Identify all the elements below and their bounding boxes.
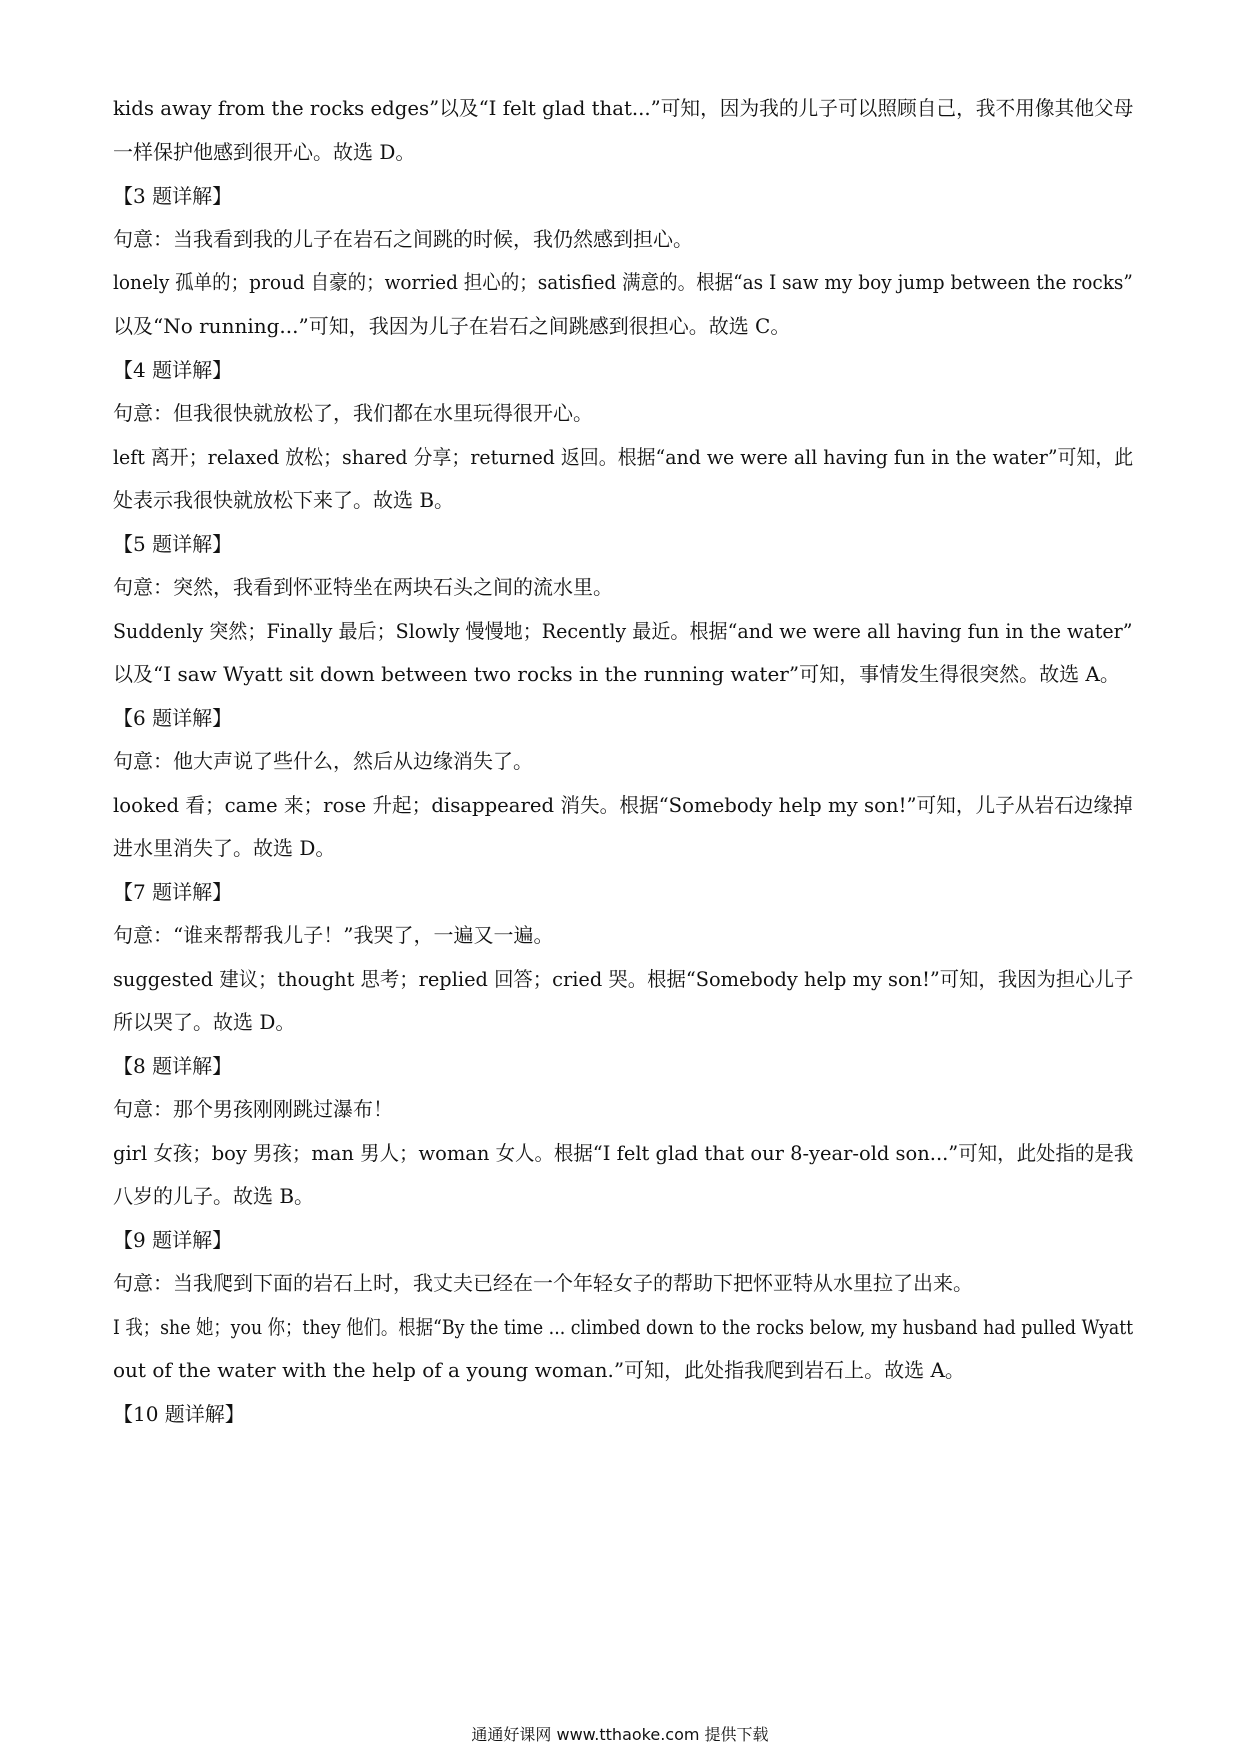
text-line: 进水里消失了。故选 D。 [113,836,336,860]
text-line: kids away from the rocks edges”以及“I felt glad that...”可知，因为我的儿子可以照顾自己，我不用像其他父母 [113,96,1134,120]
text-line: 句意：那个男孩刚刚跳过瀑布！ [113,1097,393,1121]
text-line: girl 女孩；boy 男孩；man 男人；woman 女人。根据“I felt glad that our 8-year-old son...”可知，此处指的是我 [113,1141,1134,1165]
text-line: out of the water with the help of a young woman.”可知，此处指我爬到岩石上。故选 A。 [113,1358,965,1382]
section-heading: 【3 题详解】 [113,184,233,208]
text-line: 所以哭了。故选 D。 [113,1010,296,1034]
text-line: 句意：“谁来帮帮我儿子！”我哭了，一遍又一遍。 [113,923,554,947]
text-line: 句意：他大声说了些什么，然后从边缘消失了。 [113,749,533,773]
text-line: looked 看；came 来；rose 升起；disappeared 消失。根据“Somebody help my son!”可知，儿子从岩石边缘掉 [113,793,1133,817]
text-line: 句意：突然，我看到怀亚特坐在两块石头之间的流水里。 [113,575,613,599]
section-heading: 【9 题详解】 [113,1228,233,1252]
text-line: 八岁的儿子。故选 B。 [113,1184,315,1208]
section-heading: 【7 题详解】 [113,880,233,904]
section-heading: 【10 题详解】 [113,1402,245,1426]
text-line: 处表示我很快就放松下来了。故选 B。 [113,488,455,512]
page-footer: 通通好课网 www.tthaoke.com 提供下载 [471,1725,769,1744]
section-heading: 【8 题详解】 [113,1054,233,1078]
text-line: lonely 孤单的；proud 自豪的；worried 担心的；satisfied 满意的。根据“as I saw my boy jump between the rocks” [113,270,1133,294]
text-line: suggested 建议；thought 思考；replied 回答；cried 哭。根据“Somebody help my son!”可知，我因为担心儿子 [113,967,1134,991]
text-line: 句意：当我看到我的儿子在岩石之间跳的时候，我仍然感到担心。 [113,227,693,251]
section-heading: 【4 题详解】 [113,358,233,382]
text-line: Suddenly 突然；Finally 最后；Slowly 慢慢地；Recently 最近。根据“and we were all having fun in the water” [113,619,1133,643]
text-line: 以及“I saw Wyatt sit down between two rocks in the running water”可知，事情发生得很突然。故选 A。 [113,662,1120,686]
text-line: 一样保护他感到很开心。故选 D。 [113,140,416,164]
section-heading: 【5 题详解】 [113,532,233,556]
text-line: 句意：当我爬到下面的岩石上时，我丈夫已经在一个年轻女子的帮助下把怀亚特从水里拉了出来。 [113,1271,973,1295]
text-line: 以及“No running...”可知，我因为儿子在岩石之间跳感到很担心。故选 C。 [113,314,791,338]
text-line: left 离开；relaxed 放松；shared 分享；returned 返回。根据“and we were all having fun in the water”可知，此 [113,445,1134,469]
section-heading: 【6 题详解】 [113,706,233,730]
text-line: 句意：但我很快就放松了，我们都在水里玩得很开心。 [113,401,593,425]
text-line: I 我；she 她；you 你；they 他们。根据“By the time ... climbed down to the rocks below, my husband had pulled Wyatt [113,1315,1134,1339]
